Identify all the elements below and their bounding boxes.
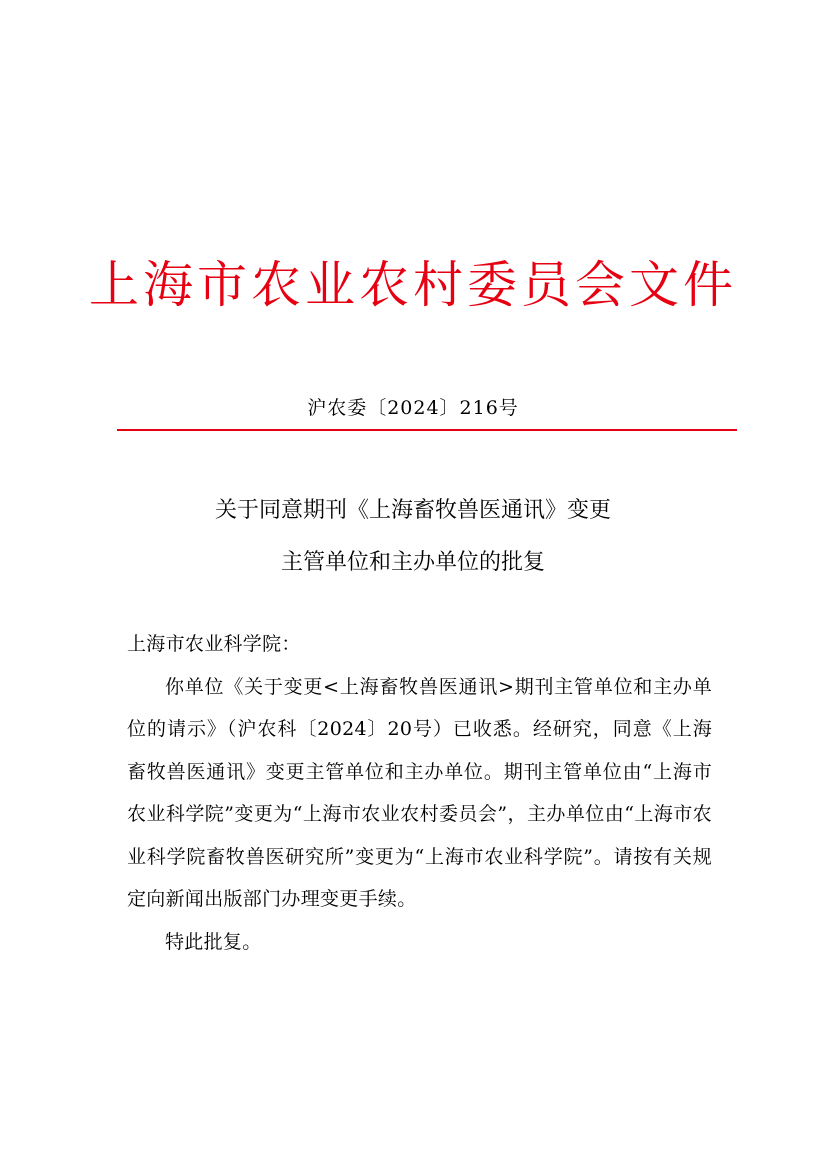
- subject-line-2: 主管单位和主办单位的批复: [280, 550, 545, 575]
- document-body: [127, 623, 712, 963]
- subject-line-1: 关于同意期刊《上海畜牧兽医通讯》变更: [214, 498, 611, 523]
- addressee: 上海市农业科学院：: [127, 633, 301, 655]
- document-number: 沪农委〔2024〕216号: [307, 397, 519, 419]
- closing-line: 特此批复。: [165, 930, 262, 953]
- body-paragraph: 你单位《关于变更<上海畜牧兽医通讯>期刊主管单位和主办单位的请示》（沪农科〔2024〕20号）已收悉。经研究，同意《上海畜牧兽医通讯》变更主管单位和主办单位。期刊主管单位由“上海市农业科学院”变更为“上海市农业农村委员会”，主办单位由“上海市农业科学院畜牧兽医研究所”变更为“上海市农业科学院”。请按有关规定向新闻出版部门办理变更手续。: [127, 675, 712, 910]
- issuer-title: 上海市农业农村委员会文件: [89, 256, 737, 314]
- document-subject: [0, 485, 826, 589]
- red-divider-line: [117, 429, 737, 431]
